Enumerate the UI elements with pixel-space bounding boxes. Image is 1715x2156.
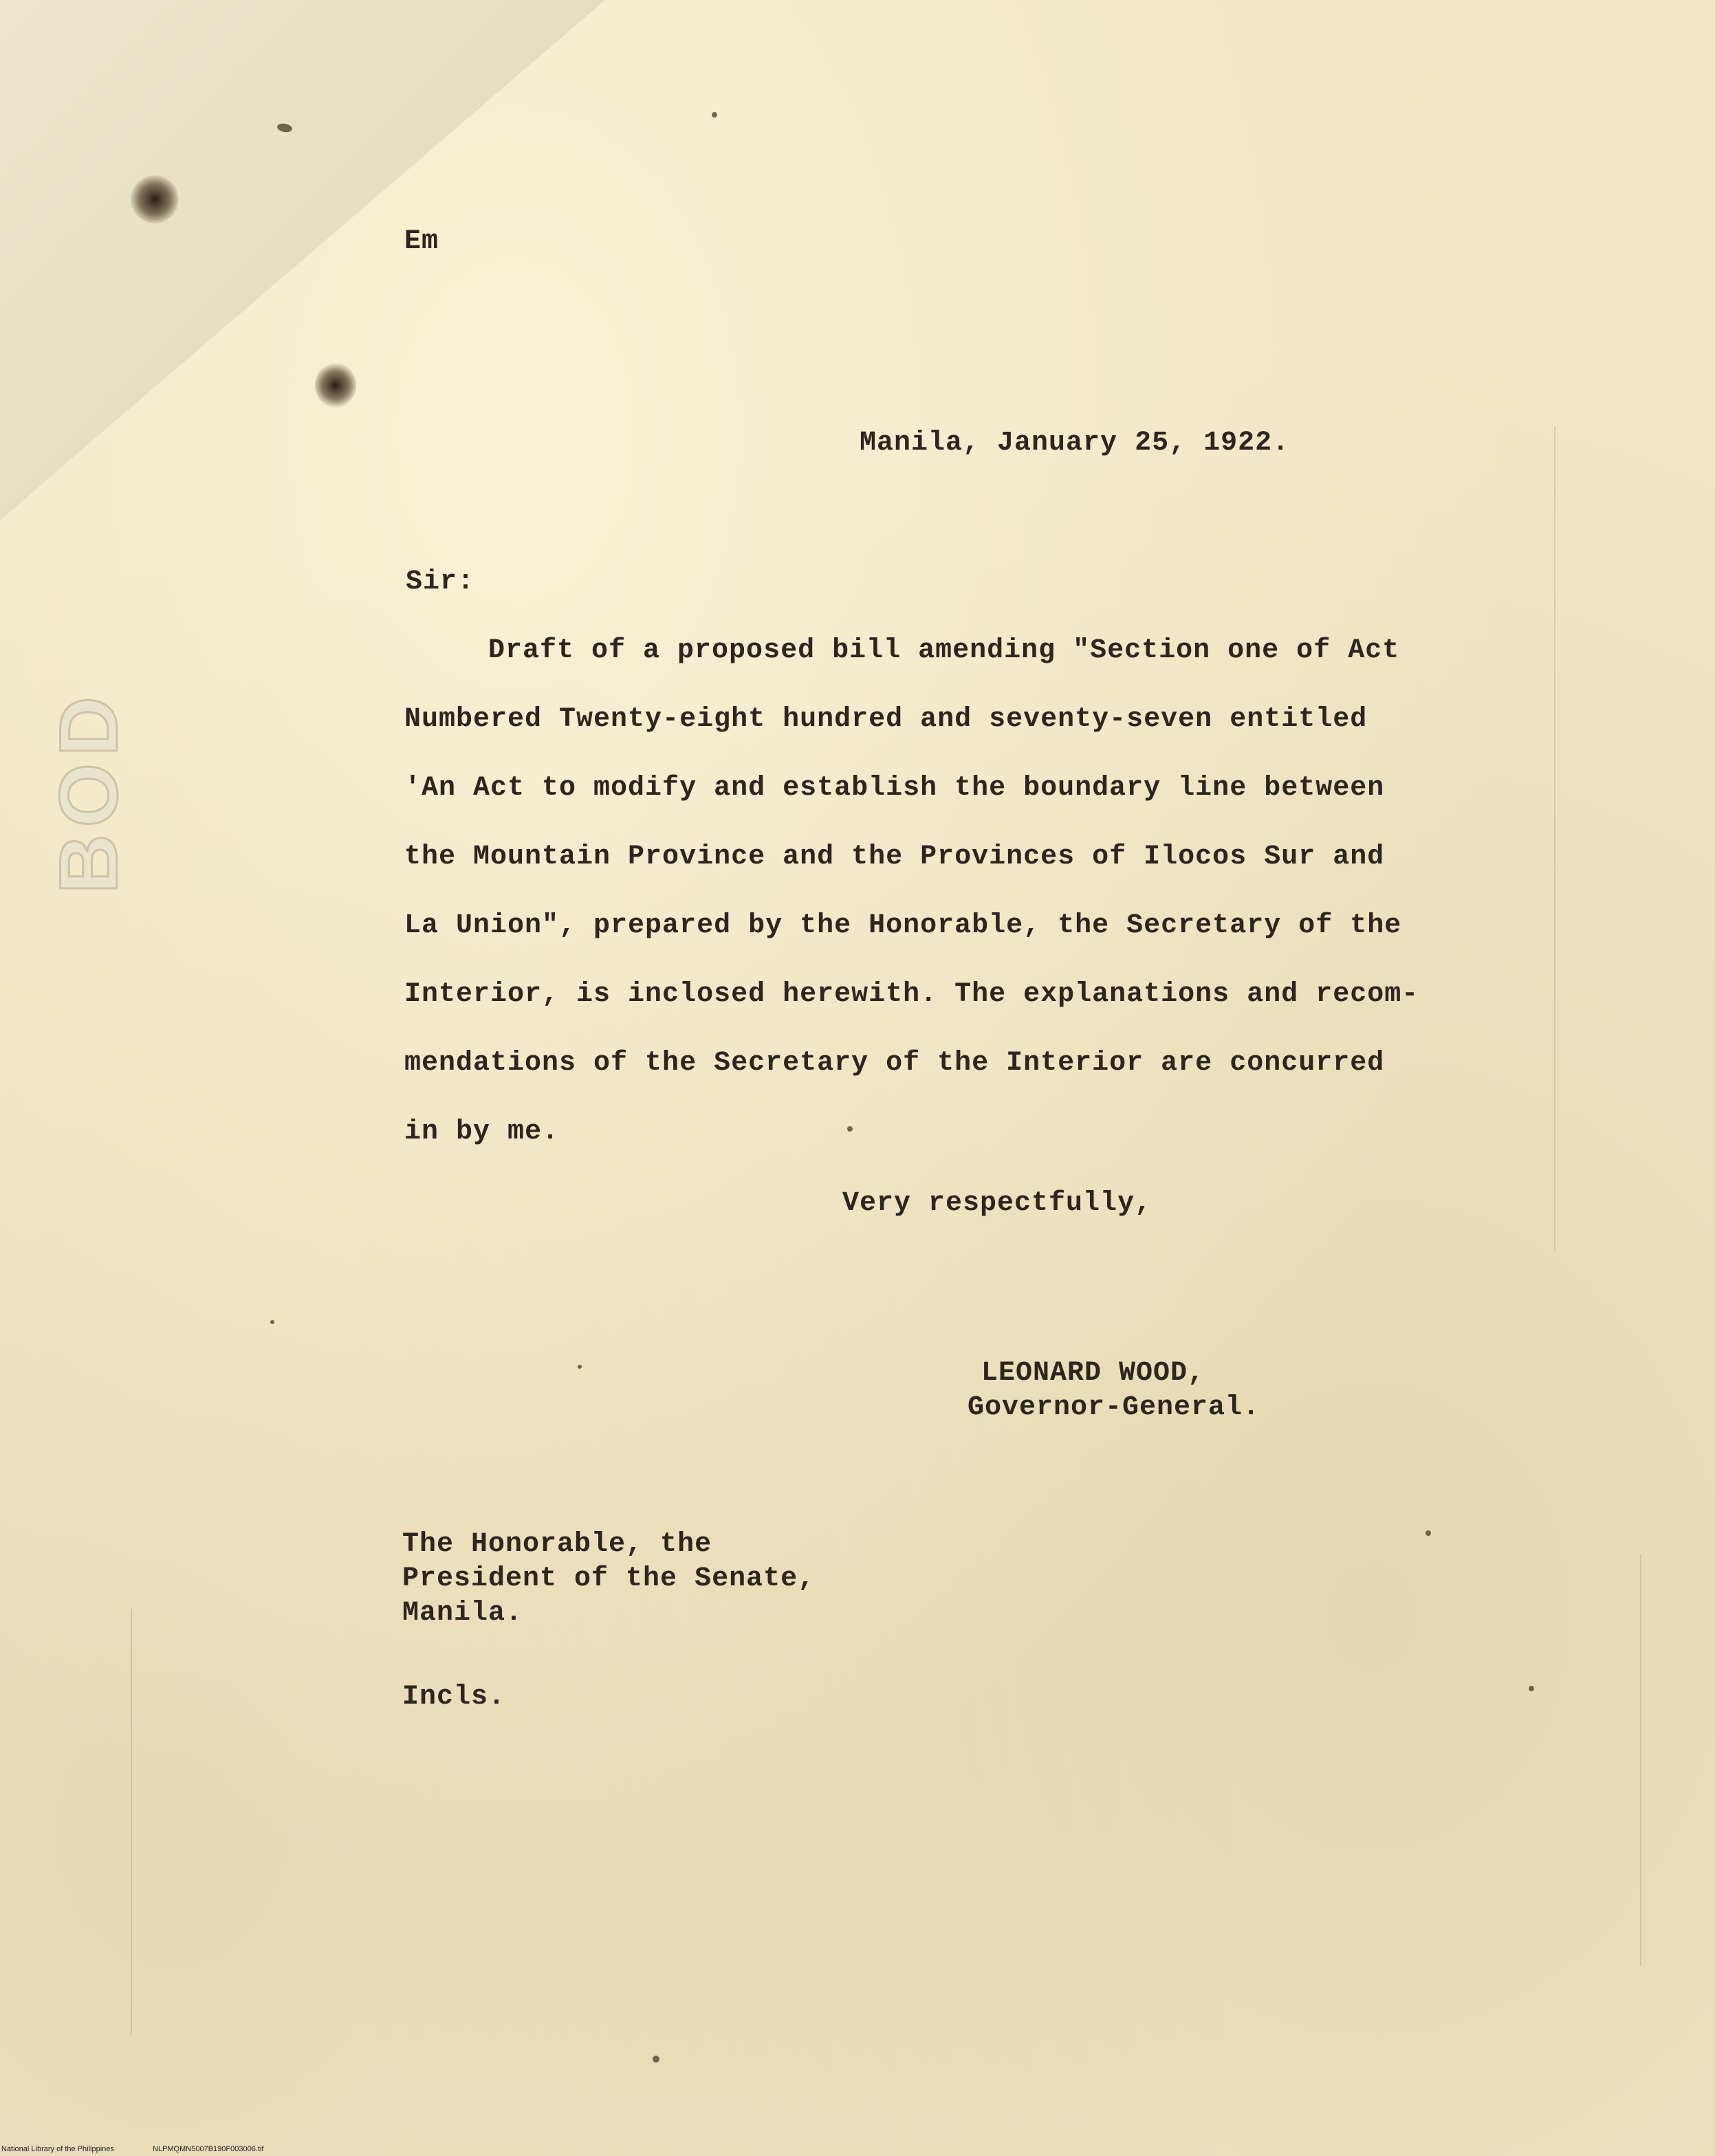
footer-institution: National Library of the Philippines [1,2145,114,2153]
speck [1425,1530,1431,1536]
complimentary-close: Very respectfully, [842,1188,1153,1219]
crease-line [1554,426,1555,1251]
folded-corner [0,0,605,536]
salutation: Sir: [406,566,475,597]
addressee-line: President of the Senate, [402,1563,816,1594]
speck [653,2056,659,2062]
body-line: Numbered Twenty-eight hundred and seventy-seven entitled [404,704,1368,735]
addressee-line: The Honorable, the [402,1529,712,1560]
signature-name: LEONARD WOOD, [981,1358,1205,1389]
body-line: mendations of the Secretary of the Interior are concurred [404,1048,1385,1079]
speck [578,1365,582,1369]
body-line: in by me. [404,1116,560,1147]
enclosure-note: Incls. [402,1682,506,1713]
addressee-line: Manila. [402,1598,523,1629]
body-line: Draft of a proposed bill amending "Section one of Act [488,635,1400,666]
crease-line [131,1609,132,2035]
scan-footer [0,2144,1715,2155]
body-line: 'An Act to modify and establish the boundary line between [404,773,1385,804]
body-line: Interior, is inclosed herewith. The explanations and recom- [404,979,1419,1010]
bod-stamp: BOD [43,690,135,894]
ink-stain [315,363,356,408]
typist-initials: Em [404,226,439,257]
body-line: La Union", prepared by the Honorable, the Secretary of the [404,910,1402,941]
body-line: the Mountain Province and the Provinces of Ilocos Sur and [404,842,1385,872]
speck [1529,1686,1534,1691]
crease-line [1640,1554,1641,1966]
signature-title: Governor-General. [968,1392,1260,1423]
speck [270,1320,274,1324]
ink-stain [131,175,179,223]
letter-date: Manila, January 25, 1922. [860,428,1290,459]
speck [847,1126,853,1132]
footer-file-id: NLPMQMN5007B190F003006.tif [153,2145,264,2153]
speck [712,112,717,118]
